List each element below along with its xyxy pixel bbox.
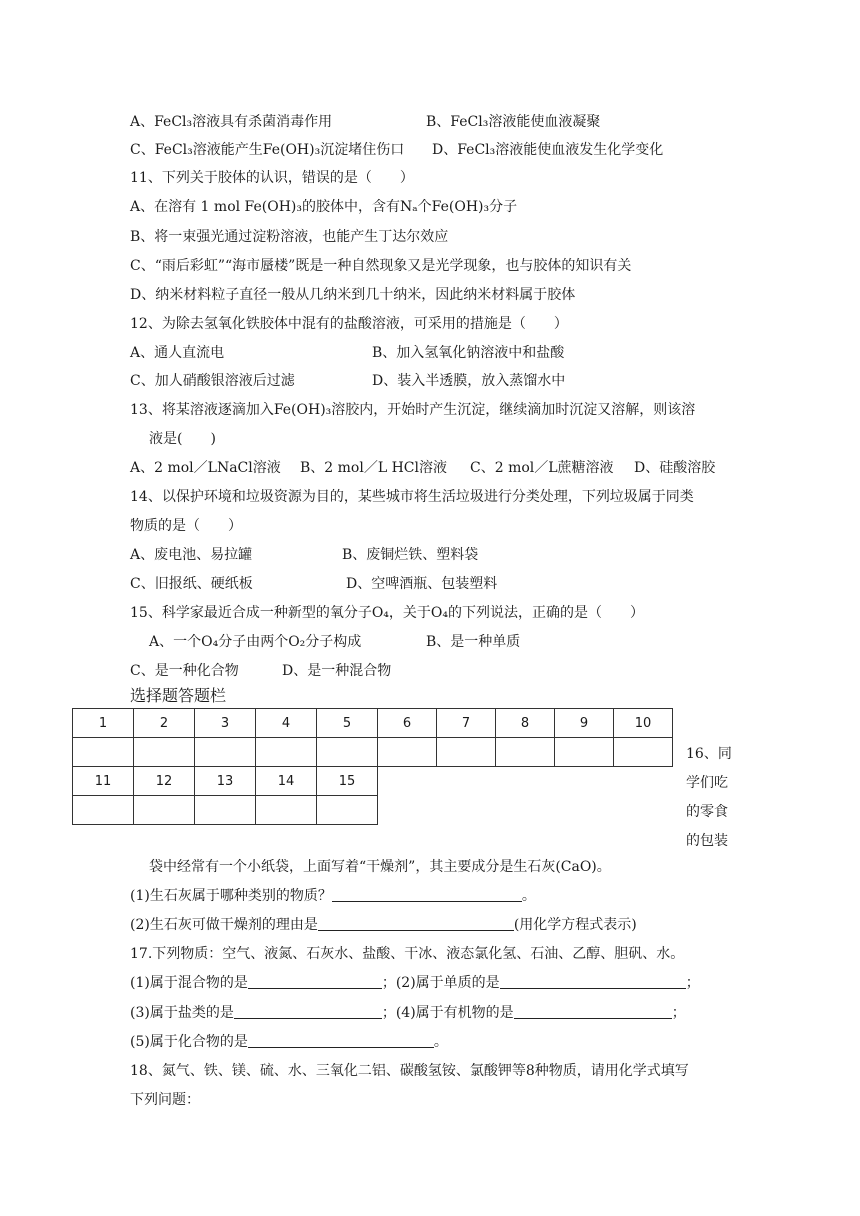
answer-number-cell: 8	[496, 709, 555, 738]
q14-option-c: C、旧报纸、硬纸板	[130, 576, 253, 592]
answer-blank-cell[interactable]	[256, 738, 317, 767]
answer-number-cell: 12	[134, 767, 195, 796]
q15-stem: 15、科学家最近合成一种新型的氧分子O₄，关于O₄的下列说法，正确的是（ ）	[130, 605, 644, 621]
q10-option-c: C、FeCl₃溶液能产生Fe(OH)₃沉淀堵住伤口	[130, 142, 405, 158]
q17-part-1-answer-blank[interactable]	[248, 974, 382, 989]
q10-option-a: A、FeCl₃溶液具有杀菌消毒作用	[130, 114, 333, 130]
q10-option-d: D、FeCl₃溶液能使血液发生化学变化	[432, 142, 664, 158]
answer-number-cell: 3	[195, 709, 256, 738]
q15-option-a: A、一个O₄分子由两个O₂分子构成	[149, 634, 362, 650]
answer-number-cell: 4	[256, 709, 317, 738]
q17-row-1	[130, 973, 700, 993]
answer-blank-cell[interactable]	[437, 738, 496, 767]
q18-stem-line1: 18、氮气、铁、镁、硫、水、三氧化二铝、碳酸氢铵、氯酸钾等8种物质，请用化学式填写	[130, 1063, 689, 1079]
q16-side-text-1: 16、同	[686, 746, 732, 762]
answer-blank-cell[interactable]	[317, 796, 378, 825]
q14-stem-line1: 14、以保护环境和垃圾资源为目的，某些城市将生活垃圾进行分类处理，下列垃圾属于同类	[130, 489, 694, 505]
q11-stem: 11、下列关于胶体的认识，错误的是（ ）	[130, 170, 414, 186]
q11-option-a: A、在溶有 1 mol Fe(OH)₃的胶体中，含有Nₐ个Fe(OH)₃分子	[130, 199, 518, 215]
q16-part-1-label: (1)生石灰属于哪种类别的物质？	[130, 888, 332, 904]
q15-option-d: D、是一种混合物	[282, 663, 392, 679]
answer-table	[72, 708, 673, 825]
q16-part-2	[130, 915, 637, 935]
q11-option-d: D、纳米材料粒子直径一般从几纳米到几十纳米，因此纳米材料属于胶体	[130, 287, 576, 303]
q12-option-b: B、加入氢氧化钠溶液中和盐酸	[372, 345, 565, 361]
q12-option-d: D、装入半透膜，放入蒸馏水中	[372, 373, 566, 389]
answer-blank-cell[interactable]	[195, 738, 256, 767]
q12-option-c: C、加人硝酸银溶液后过滤	[130, 373, 295, 389]
answer-table-caption: 选择题答题栏	[130, 686, 227, 705]
answer-number-cell: 13	[195, 767, 256, 796]
answer-blank-cell[interactable]	[317, 738, 378, 767]
q12-stem: 12、为除去氢氧化铁胶体中混有的盐酸溶液，可采用的措施是（ ）	[130, 316, 568, 332]
q13-stem-line2: 液是( )	[149, 431, 216, 447]
q14-option-b: B、废铜烂铁、塑料袋	[342, 547, 479, 563]
table-empty-area	[378, 767, 673, 796]
answer-blank-cell[interactable]	[555, 738, 614, 767]
q13-option-d: D、硅酸溶胶	[634, 460, 716, 476]
answer-number-cell: 7	[437, 709, 496, 738]
q10-option-b: B、FeCl₃溶液能使血液凝聚	[426, 114, 601, 130]
q13-option-a: A、2 mol／LNaCl溶液	[130, 460, 281, 476]
q16-continuation: 袋中经常有一个小纸袋，上面写着“干燥剂”，其主要成分是生石灰(CaO)。	[149, 859, 611, 875]
q13-stem-line1: 13、将某溶液逐滴加入Fe(OH)₃溶胶内，开始时产生沉淀，继续滴加时沉淀又溶解，则该溶	[130, 402, 696, 418]
answer-blank-cell[interactable]	[256, 796, 317, 825]
answer-number-cell: 11	[73, 767, 134, 796]
q16-part-1-answer-blank[interactable]	[332, 887, 522, 902]
q17-part-5-answer-blank[interactable]	[248, 1033, 434, 1048]
q12-option-a: A、通人直流电	[130, 345, 225, 361]
q17-part-4-answer-blank[interactable]	[514, 1004, 672, 1019]
answer-number-cell: 10	[614, 709, 673, 738]
answer-blank-cell[interactable]	[134, 796, 195, 825]
q16-part-1	[130, 886, 536, 906]
answer-blank-cell[interactable]	[73, 738, 134, 767]
answer-table-blank-row-2	[73, 796, 673, 825]
q17-stem: 17.下列物质：空气、液氮、石灰水、盐酸、干冰、液态氯化氢、石油、乙醇、胆矾、水。	[130, 946, 685, 962]
q18-stem-line2: 下列问题：	[130, 1092, 200, 1108]
table-empty-area	[378, 796, 673, 825]
q16-part-2-answer-blank[interactable]	[318, 916, 514, 931]
q16-part-2-end: (用化学方程式表示)	[513, 917, 637, 933]
q17-part-2-answer-blank[interactable]	[500, 974, 686, 989]
q17-row-2	[130, 1003, 686, 1023]
q16-side-text-2: 学们吃	[686, 775, 728, 791]
q17-row-1-end: ；	[685, 975, 700, 991]
answer-number-cell: 9	[555, 709, 614, 738]
answer-number-cell: 1	[73, 709, 134, 738]
answer-blank-cell[interactable]	[614, 738, 673, 767]
answer-table-header-row-2	[73, 767, 673, 796]
answer-number-cell: 2	[134, 709, 195, 738]
q17-part-3-answer-blank[interactable]	[234, 1004, 382, 1019]
q14-option-a: A、废电池、易拉罐	[130, 547, 253, 563]
q16-side-text-4: 的包装	[686, 833, 728, 849]
q17-row-3-end: 。	[433, 1034, 448, 1050]
q15-option-b: B、是一种单质	[426, 634, 521, 650]
q16-side-text-3: 的零食	[686, 804, 728, 820]
answer-blank-cell[interactable]	[496, 738, 555, 767]
answer-number-cell: 6	[378, 709, 437, 738]
answer-blank-cell[interactable]	[378, 738, 437, 767]
answer-blank-cell[interactable]	[73, 796, 134, 825]
answer-table-blank-row-1	[73, 738, 673, 767]
q11-option-c: C、“雨后彩虹”“海市蜃楼”既是一种自然现象又是光学现象，也与胶体的知识有关	[130, 258, 632, 274]
answer-blank-cell[interactable]	[134, 738, 195, 767]
answer-number-cell: 14	[256, 767, 317, 796]
q17-part-1-label: (1)属于混合物的是	[130, 975, 248, 991]
answer-table-header-row-1	[73, 709, 673, 738]
q17-row-3	[130, 1032, 448, 1052]
answer-blank-cell[interactable]	[195, 796, 256, 825]
q17-part-2-label: ；(2)属于单质的是	[381, 975, 500, 991]
q15-option-c: C、是一种化合物	[130, 663, 239, 679]
q17-part-3-label: (3)属于盐类的是	[130, 1005, 234, 1021]
answer-number-cell: 15	[317, 767, 378, 796]
q14-stem-line2: 物质的是（ ）	[130, 518, 242, 534]
q17-part-5-label: (5)属于化合物的是	[130, 1034, 248, 1050]
q16-part-2-label: (2)生石灰可做干燥剂的理由是	[130, 917, 318, 933]
q17-part-4-label: ；(4)属于有机物的是	[381, 1005, 514, 1021]
answer-number-cell: 5	[317, 709, 378, 738]
q14-option-d: D、空啤酒瓶、包装塑料	[346, 576, 498, 592]
q16-part-1-end: 。	[521, 888, 536, 904]
q13-option-b: B、2 mol／L HCl溶液	[300, 460, 447, 476]
q11-option-b: B、将一束强光通过淀粉溶液，也能产生丁达尔效应	[130, 229, 449, 245]
q13-option-c: C、2 mol／L蔗糖溶液	[470, 460, 614, 476]
q17-row-2-end: ；	[671, 1005, 686, 1021]
